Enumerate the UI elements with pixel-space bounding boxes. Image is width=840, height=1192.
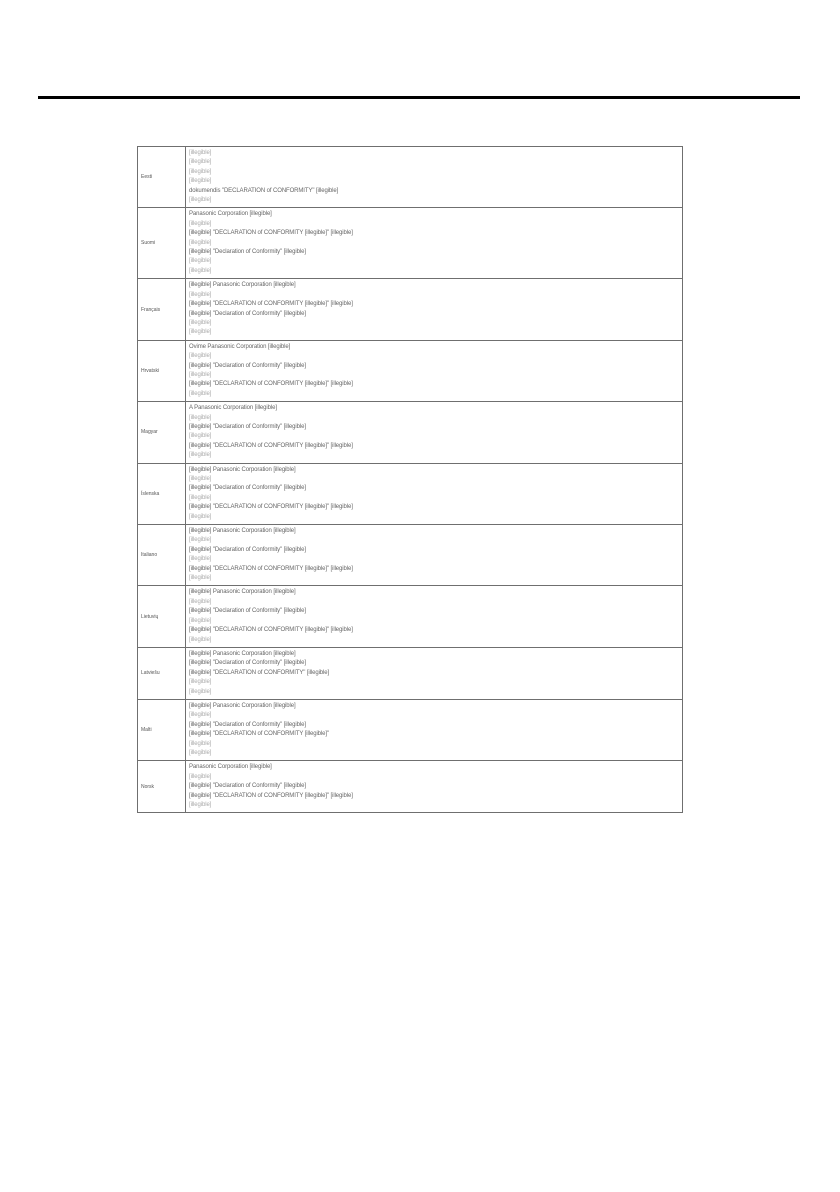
declaration-text [186,647,683,699]
declaration-line: [illegible] "Declaration of Conformity" [illegible] [189,249,306,256]
language-label: Norsk [138,761,186,813]
declaration-line: Panasonic Corporation [illegible] [189,764,272,771]
declaration-line: [illegible] [189,150,212,156]
declaration-row [138,761,683,813]
declaration-line: [illegible] [189,452,212,459]
language-label: Íslenska [138,463,186,524]
declaration-row [138,340,683,401]
language-label: Hrvatski [138,340,186,401]
declaration-line: [illegible] "DECLARATION of CONFORMITY [illegible]" [illegible] [189,301,353,308]
declaration-table-body [138,147,683,813]
declaration-line: [illegible] [189,617,212,624]
language-label: Suomi [138,208,186,279]
language-label: Italiano [138,525,186,586]
declaration-text [186,463,683,524]
declaration-line: Ovime Panasonic Corporation [illegible] [189,343,291,350]
declaration-line: [illegible] [189,329,212,336]
declaration-line: [illegible] "Declaration of Conformity" [illegible] [189,546,306,553]
declaration-line: [illegible] [189,258,212,265]
declaration-line: [illegible] [189,433,212,440]
declaration-line: [illegible] [189,168,212,175]
declaration-line: [illegible] "Declaration of Conformity" [illegible] [189,608,306,615]
declaration-line: [illegible] [189,371,212,378]
declaration-line: [illegible] "Declaration of Conformity" [illegible] [189,423,306,430]
declaration-line: [illegible] [189,598,212,605]
declaration-line: [illegible] "DECLARATION of CONFORMITY [illegible]" [illegible] [189,792,353,799]
declaration-line: [illegible] Panasonic Corporation [illegible] [189,589,296,596]
header-rule [38,96,800,99]
declaration-line: [illegible] "Declaration of Conformity" [illegible] [189,485,306,492]
declaration-row [138,647,683,699]
language-label: Français [138,279,186,340]
declaration-row [138,279,683,340]
declaration-row [138,586,683,647]
declaration-line: [illegible] [189,267,212,274]
declaration-text [186,279,683,340]
declaration-line: [illegible] [189,749,212,756]
declaration-line: [illegible] "Declaration of Conformity" [illegible] [189,721,306,728]
declaration-text [186,586,683,647]
language-label: Malti [138,699,186,760]
declaration-text [186,340,683,401]
declaration-line: A Panasonic Corporation [illegible] [189,405,277,412]
declaration-line: [illegible] [189,494,212,501]
declaration-line: [illegible] [189,773,212,780]
declaration-line: [illegible] "DECLARATION of CONFORMITY" [illegible] [189,669,330,676]
declaration-line: [illegible] [189,679,212,686]
declaration-row [138,147,683,208]
declaration-line: [illegible] [189,688,212,695]
declaration-line: [illegible] [189,513,212,520]
language-label: Latviešu [138,647,186,699]
declaration-line: [illegible] [189,239,212,246]
declaration-line: [illegible] "DECLARATION of CONFORMITY [illegible]" [illegible] [189,442,353,449]
declaration-line: [illegible] [189,712,212,719]
declaration-text [186,699,683,760]
declaration-text [186,525,683,586]
declaration-line: [illegible] "Declaration of Conformity" [illegible] [189,660,306,667]
declaration-line: [illegible] "Declaration of Conformity" [illegible] [189,783,306,790]
declaration-line: [illegible] "DECLARATION of CONFORMITY [illegible]" [illegible] [189,381,353,388]
declaration-line: [illegible] [189,802,212,808]
declaration-line: [illegible] [189,220,212,227]
declaration-line: [illegible] [189,414,212,421]
declaration-line: [illegible] [189,537,212,544]
declaration-row [138,699,683,760]
declaration-line: [illegible] [189,197,212,204]
declaration-line: [illegible] [189,178,212,185]
declaration-line: [illegible] Panasonic Corporation [illegible] [189,528,296,535]
declaration-line: [illegible] [189,319,212,326]
declaration-line: [illegible] [189,575,212,582]
declaration-text [186,208,683,279]
declaration-line: [illegible] [189,159,212,166]
declaration-table [137,146,683,813]
declaration-line: [illegible] "DECLARATION of CONFORMITY [illegible]" [illegible] [189,230,353,237]
declaration-line: [illegible] "Declaration of Conformity" [illegible] [189,362,306,369]
declaration-line: [illegible] "DECLARATION of CONFORMITY [illegible]" [illegible] [189,504,353,511]
declaration-line: [illegible] Panasonic Corporation [illegible] [189,702,296,709]
declaration-line: [illegible] [189,740,212,747]
declaration-text [186,147,683,208]
declaration-row [138,208,683,279]
declaration-line: [illegible] [189,636,212,643]
language-label: Lietuvių [138,586,186,647]
declaration-row [138,463,683,524]
declaration-line: [illegible] "Declaration of Conformity" [illegible] [189,310,306,317]
language-label: Magyar [138,402,186,463]
declaration-line: [illegible] Panasonic Corporation [illegible] [189,650,296,657]
declaration-line: [illegible] [189,476,212,482]
declaration-line: [illegible] "DECLARATION of CONFORMITY [illegible]" [illegible] [189,627,353,634]
declaration-line: [illegible] [189,556,212,563]
declaration-row [138,402,683,463]
declaration-text [186,761,683,813]
declaration-line: [illegible] Panasonic Corporation [illegible] [189,282,296,289]
declaration-line: [illegible] "DECLARATION of CONFORMITY [illegible]" [illegible] [189,565,353,572]
declaration-line: [illegible] [189,291,212,298]
language-label: Eesti [138,147,186,208]
declaration-line: dokumendis "DECLARATION of CONFORMITY" [illegible] [189,187,339,194]
declaration-line: [illegible] [189,353,212,360]
declaration-line: [illegible] "DECLARATION of CONFORMITY [illegible]" [189,731,329,738]
declaration-line: [illegible] [189,390,212,397]
declaration-row [138,525,683,586]
declaration-text [186,402,683,463]
declaration-line: Panasonic Corporation [illegible] [189,211,272,218]
declaration-line: [illegible] Panasonic Corporation [illegible] [189,466,296,473]
